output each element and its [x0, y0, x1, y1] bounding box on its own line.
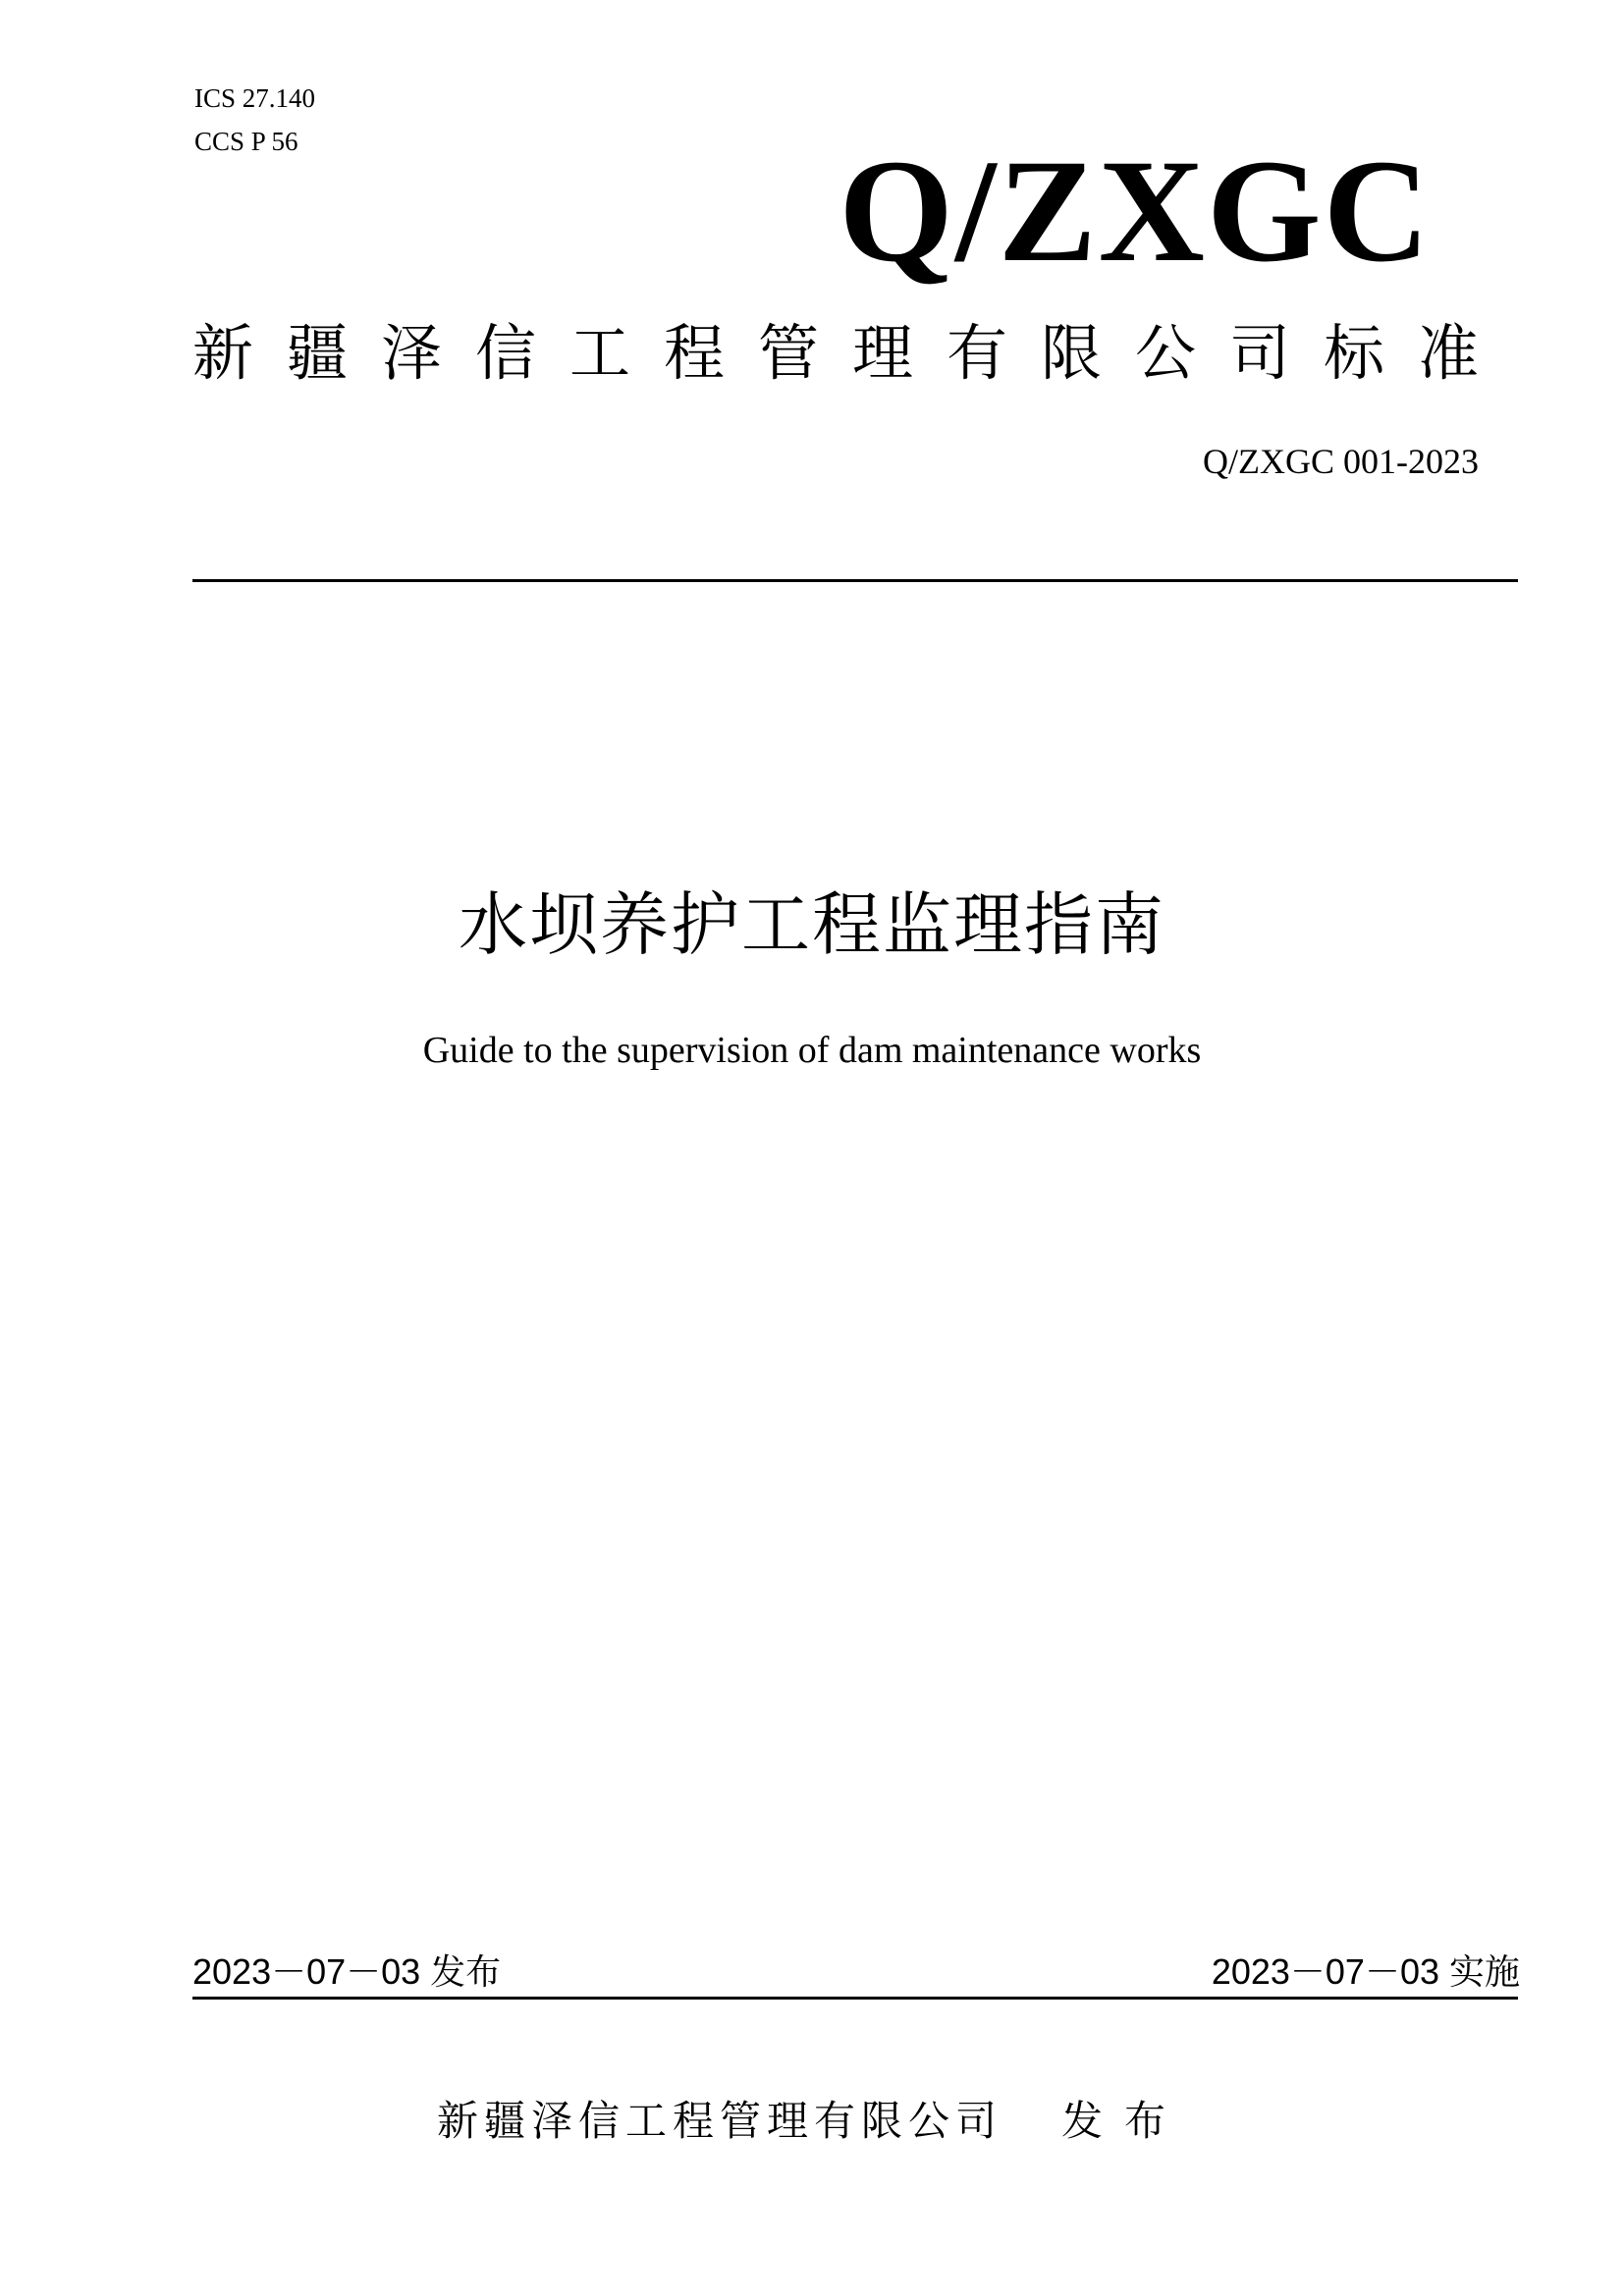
company-standard-heading: 新疆泽信工程管理有限公司标准 — [192, 317, 1513, 389]
top-divider — [192, 579, 1518, 582]
ics-code: ICS 27.140 — [194, 83, 316, 113]
standard-number: Q/ZXGC 001-2023 — [1203, 442, 1479, 481]
issue-date: 2023－07－03 发布 — [192, 1951, 502, 1992]
publisher-line — [0, 2097, 1624, 2146]
document-title-en: Guide to the supervision of dam maintenance works — [422, 1030, 1202, 1071]
ccs-code: CCS P 56 — [194, 127, 298, 156]
standard-code-logo: Q/ZXGC — [839, 130, 1432, 293]
document-title-zh: 水坝养护工程监理指南 — [459, 884, 1165, 965]
publisher-name: 新疆泽信工程管理有限公司 — [436, 2097, 1002, 2145]
effective-date: 2023－07－03 实施 — [1211, 1951, 1520, 1992]
bottom-divider — [192, 1997, 1518, 2000]
publisher-verb: 发布 — [1061, 2097, 1188, 2145]
